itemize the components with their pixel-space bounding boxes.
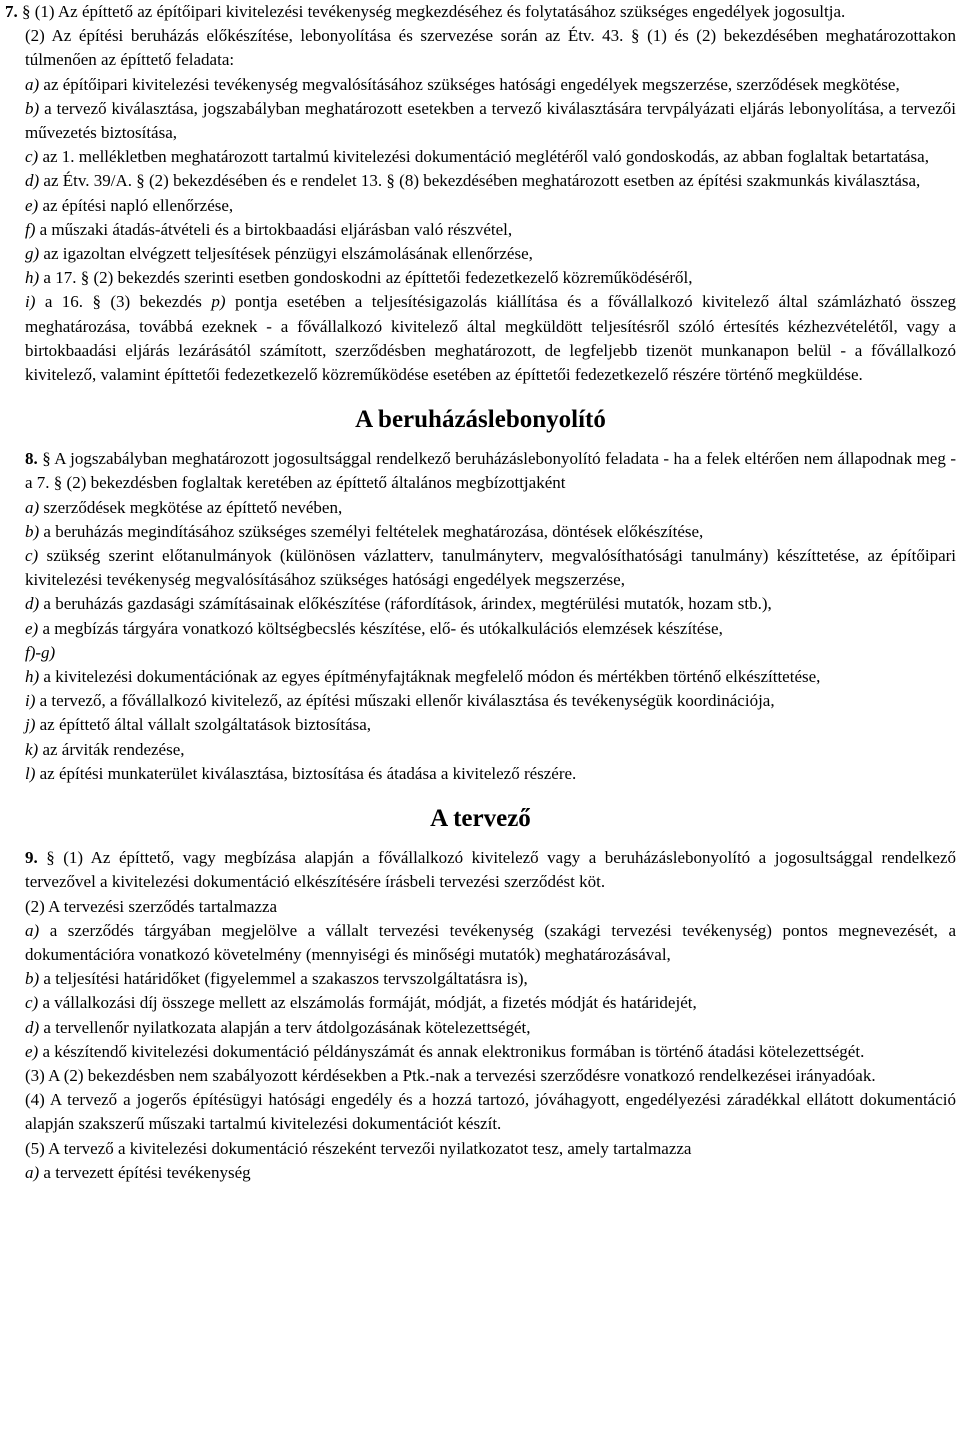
sec7-item-h: h) a 17. § (2) bekezdés szerinti esetben gondoskodni az építtetői fedezetkezelő közreműködéséről, [25,268,693,288]
sec8-item-a: a) szerződések megkötése az építtető nevében, [25,497,343,517]
sec8-item-d: d) a beruházás gazdasági számításainak előkészítése (ráfordítások, árindex, megtérülési mutatók, hozam stb.), [25,594,772,614]
sec8-item-i: i) a tervező, a fővállalkozó kivitelező, az építési műszaki ellenőr kiválasztása és tevékenységük koordinációja, [25,691,775,711]
sec8-number: 8. [25,449,38,469]
sec9-item-b: b) a teljesítési határidőket (figyelemmel a szakaszos tervszolgáltatásra is), [25,969,528,989]
sec7-item-g: g) az igazoltan elvégzett teljesítések pénzügyi elszámolásának ellenőrzése, [25,244,533,264]
sec9-paragraph-1: 9. § (1) Az építtető, vagy megbízása alapján a fővállalkozó kivitelező vagy a beruházáslebonyolító a jogosultsággal rendelkező tervezővel a kivitelezési dokumentáció elkészítésére írásbeli tervezési szerződést köt. [25,848,957,892]
sec9-item-e: e) a készítendő kivitelezési dokumentáció példányszámát és annak elektronikus formában is történő átadási kötelezettségét. [25,1041,865,1061]
heading-beruhazaslebonyolito: A beruházáslebonyolító [355,406,606,434]
sec7-item-c: c) az 1. mellékletben meghatározott tartalmú kivitelezési dokumentáció meglétéről való gondoskodás, az abban foglaltak betartatása, [25,147,929,167]
sec9-paragraph-4: (4) A tervező a jogerős építésügyi hatósági engedély és a hozzá tartozó, jóváhagyott, engedélyezési záradékkal ellátott dokumentáció alapján szakszerű műszaki tartalmú kivitelezési dokumentációt készít. [25,1090,956,1134]
sec9-paragraph-5: (5) A tervező a kivitelezési dokumentáció részeként tervezői nyilatkozatot tesz, amely tartalmazza [25,1138,692,1158]
sec7-item-f: f) a műszaki átadás-átvételi és a birtokbaadási eljárásban való részvétel, [25,219,513,239]
sec9-number: 9. [25,848,38,868]
sec8-item-k: k) az árviták rendezése, [25,739,185,759]
sec9-paragraph-3: (3) A (2) bekezdésben nem szabályozott kérdésekben a Ptk.-nak a tervezési szerződésre vonatkozó rendelkezései irányadóak. [25,1065,876,1085]
sec9-item-d: d) a tervellenőr nyilatkozata alapján a terv átdolgozásának kötelezettségét, [25,1017,531,1037]
sec9-item-a: a) a szerződés tárgyában megjelölve a vállalt tervezési tevékenység (szakági tervezési tevékenység) pontos megnevezését, a dokumentációra vonatkozó követelmény (mennyiségi és minőségi mutatók) meghatározásával, [25,920,956,964]
sec8-paragraph-1: 8. § A jogszabályban meghatározott jogosultsággal rendelkező beruházáslebonyolító feladata - ha a felek eltérően nem állapodnak meg - a 7. § (2) bekezdésben foglaltak keretében az építtető általános megbízottjaként [25,449,956,493]
sec7-item-a: a) az építőipari kivitelezési tevékenység megvalósításához szükséges hatósági engedélyek megszerzése, szerződések megkötése, [25,74,900,94]
sec8-item-e: e) a megbízás tárgyára vonatkozó költségbecslés készítése, elő- és utókalkulációs elemzések készítése, [25,618,723,638]
sec7-item-d: d) az Étv. 39/A. § (2) bekezdésében és e rendelet 13. § (8) bekezdésében meghatározott esetben az építési szakmunkás kiválasztása, [25,171,921,191]
sec8-item-c: c) szükség szerint előtanulmányok (különösen vázlatterv, tanulmányterv, megvalósíthatósági tanulmány) készíttetése, az építőipari kivitelezési tevékenység megvalósításához szükséges hatósági engedélyek megszerzése, [25,546,956,590]
sec9-subitem-a: a) a tervezett építési tevékenység [25,1162,251,1182]
sec7-number: 7. [5,2,18,21]
sec8-item-h: h) a kivitelezési dokumentációnak az egyes építményfajtáknak megfelelő módon és mértékben történő elkészíttetése, [25,667,821,687]
sec7-item-b: b) a tervező kiválasztása, jogszabályban meghatározott esetekben a tervező kiválasztására tervpályázati eljárás lebonyolítása, a tervezői művezetés biztosítása, [25,98,956,143]
sec7-p1-text: § (1) Az építtető az építőipari kivitelezési tevékenység megkezdéséhez és folytatásához szükséges engedélyek jogosultja. [22,2,846,21]
sec7-item-e: e) az építési napló ellenőrzése, [25,195,234,215]
sec8-item-fg: f)-g) [25,642,56,662]
sec7-paragraph-1 [5,0,956,24]
sec8-item-b: b) a beruházás megindításához szükséges személyi feltételek meghatározása, döntések előkészítése, [25,521,704,541]
sec7-paragraph-2: (2) Az építési beruházás előkészítése, lebonyolítása és szervezése során az Étv. 43. § (1) és (2) bekezdésében meghatározottakon túlmenően az építtető feladata: [25,26,956,70]
sec8-item-j: j) az építtető által vállalt szolgáltatások biztosítása, [25,715,372,735]
sec8-item-l: l) az építési munkaterület kiválasztása, biztosítása és átadása a kivitelező részére. [25,763,577,783]
sec9-paragraph-2: (2) A tervezési szerződés tartalmazza [25,896,278,916]
sec7-item-i: i) a 16. § (3) bekezdés p) pontja esetében a teljesítésigazolás kiállítása és a fővállalkozó kivitelező által számlázható összeg meghatározása, továbbá ezeknek - a fővállalkozó kivitelező által megküldött teljesítésről szóló értesítés kézhezvételétől, vagy a birtokbaadási eljárás lezárásától számított, szerződésben meghatározott, de legfeljebb tizenöt munkanapon belül - a fővállalkozó kivitelező, valamint építtetői fedezetkezelő közreműködése esetében az építtetői fedezetkezelő részére történő megküldése. [25,292,956,385]
sec9-item-c: c) a vállalkozási díj összege mellett az elszámolás formáját, módját, a fizetés módját és határidejét, [25,993,697,1013]
heading-tervezo: A tervező [430,805,531,833]
